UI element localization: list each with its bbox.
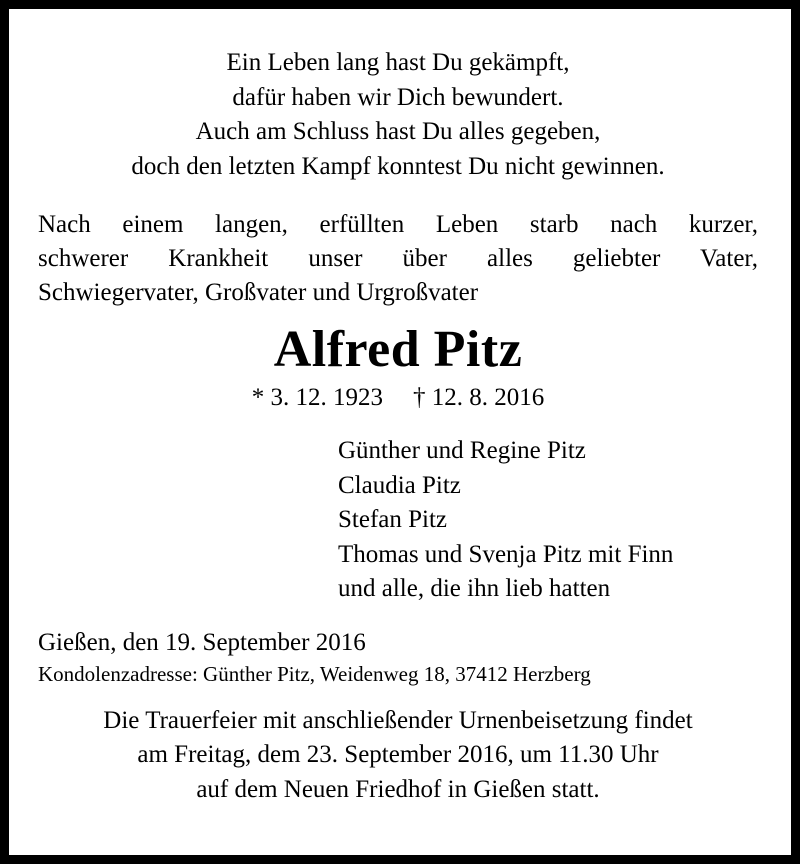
poem-line: dafür haben wir Dich bewundert. <box>232 83 564 111</box>
funeral-service-info <box>38 704 758 808</box>
poem-line: doch den letzten Kampf konntest Du nicht gewinnen. <box>131 152 665 180</box>
poem-line: Ein Leben lang hast Du gekämpft, <box>226 49 570 76</box>
deceased-name: Alfred Pitz <box>273 321 523 378</box>
death-announcement <box>38 208 758 310</box>
service-line: Die Trauerfeier mit anschließender Urnenbeisetzung findet <box>103 706 693 734</box>
service-line: auf dem Neuen Friedhof in Gießen statt. <box>196 775 600 803</box>
mourners-list <box>338 434 758 607</box>
mourner-entry: Stefan Pitz <box>338 506 448 533</box>
poem-line: Auch am Schluss hast Du alles gegeben, <box>195 118 601 145</box>
place-and-date: Gießen, den 19. September 2016 <box>38 628 366 656</box>
obituary-content <box>38 46 758 807</box>
memorial-poem <box>38 46 758 184</box>
life-dates <box>38 382 758 414</box>
announcement-line: schwerer Krankheit unser über alles geliebter Vater, <box>38 245 758 272</box>
birth-date: * 3. 12. 1923 <box>251 384 383 411</box>
mourner-entry: und alle, die ihn lieb hatten <box>338 575 611 602</box>
announcement-line: Nach einem langen, erfüllten Leben starb nach kurzer, <box>38 211 758 238</box>
mourner-entry: Günther und Regine Pitz <box>338 437 586 464</box>
mourner-entry: Thomas und Svenja Pitz mit Finn <box>338 540 674 568</box>
service-line: am Freitag, dem 23. September 2016, um 11.30 Uhr <box>137 741 659 768</box>
condolence-address: Kondolenzadresse: Günther Pitz, Weidenweg 18, 37412 Herzberg <box>38 661 591 686</box>
announcement-line: Schwiegervater, Großvater und Urgroßvater <box>38 279 479 306</box>
death-date: † 12. 8. 2016 <box>413 384 545 411</box>
mourner-entry: Claudia Pitz <box>338 471 461 499</box>
